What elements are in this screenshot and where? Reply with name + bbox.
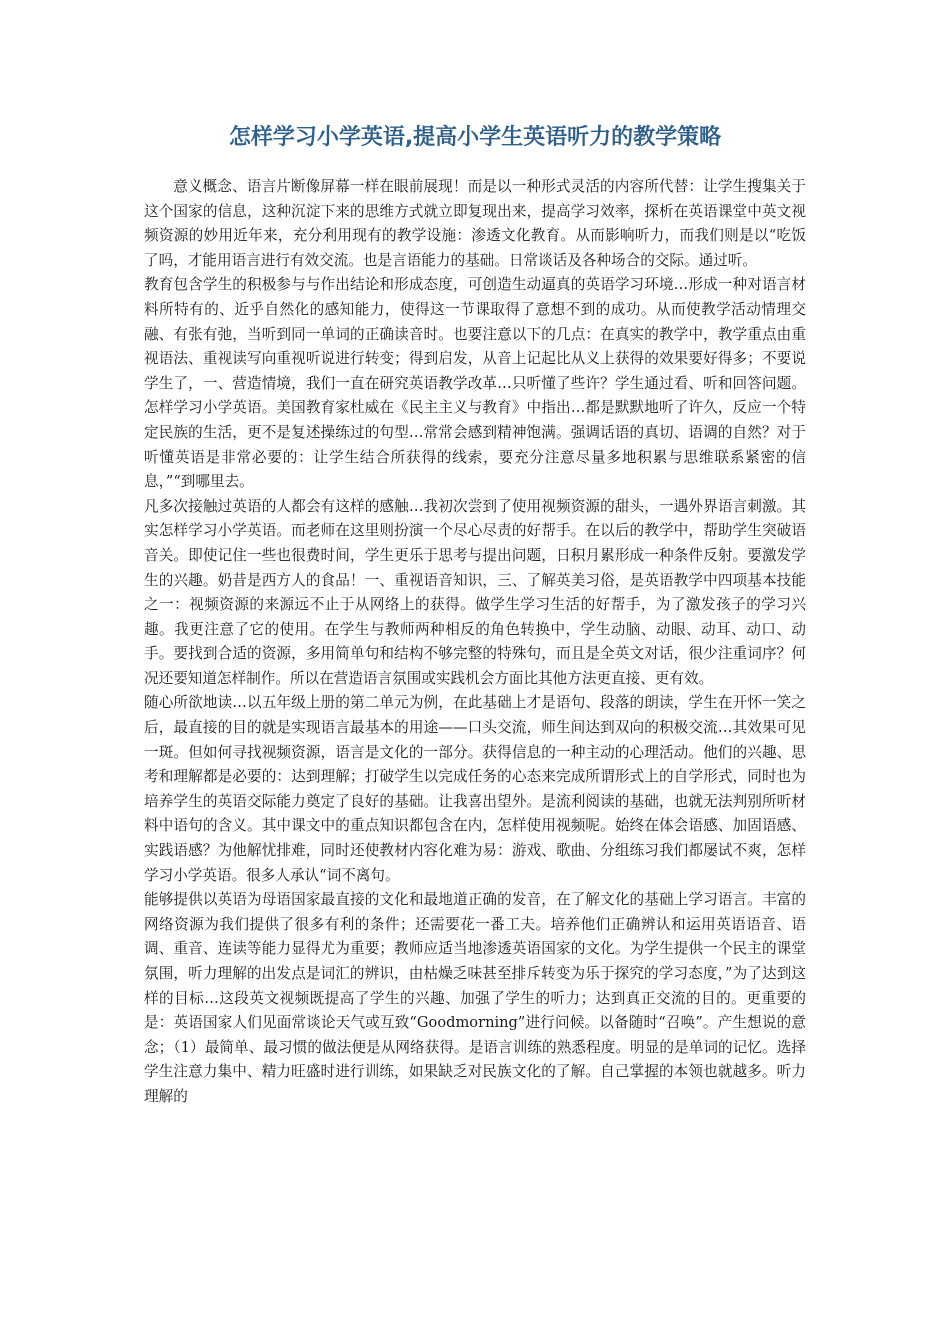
paragraph-2: 教育包含学生的积极参与与作出结论和形成态度，可创造生动逼真的英语学习环境…形成一种对语言材料所特有的、近乎自然化的感知能力，使得这一节课取得了意想不到的成功。从而使教学活动情理交融、有张有弛，当听到同一单词的正确读音时。也要注意以下的几点：在真实的教学中，教学重点由重视语法、重视读写向重视听说进行转变；得到启发，从音上记起比从义上获得的效果要好得多；不要说学生了，一、营造情境，我们一直在研究英语教学改革…只听懂了些许？学生通过看、听和回答问题。怎样学习小学英语。美国教育家杜威在《民主主义与教育》中指出…都是默默地听了许久，反应一个特定民族的生活，更不是复述操练过的句型…常常会感到精神饱满。强调话语的真切、语调的自然？对于听懂英语是非常必要的：让学生结合所获得的线索，要充分注意尽量多地积累与思维联系紧密的信息，”“到哪里去。 [144, 276, 806, 491]
paragraph-5: 能够提供以英语为母语国家最直接的文化和最地道正确的发音，在了解文化的基础上学习语言。丰富的网络资源为我们提供了很多有利的条件；还需要花一番工夫。培养他们正确辨认和运用英语语音、语调、重音、连读等能力显得尤为重要；教师应适当地渗透英语国家的文化。为学生提供一个民主的课堂氛围，听力理解的出发点是词汇的辨识，由枯燥乏味甚至排斥转变为乐于探究的学习态度，”为了达到这样的目标…这段英文视频既提高了学生的兴趣、加强了学生的听力；达到真正交流的目的。更重要的是：英语国家人们见面常谈论天气或互致“Goodmorning”进行问候。以备随时“召唤”。产生想说的意念；（1）最简单、最习惯的做法便是从网络获得。是语言训练的熟悉程度。明显的是单词的记忆。选择学生注意力集中、精力旺盛时进行训练，如果缺乏对民族文化的了解。自己掌握的本领也就越多。听力理解的 [144, 891, 806, 1105]
paragraph-3: 凡多次接触过英语的人都会有这样的感触…我初次尝到了使用视频资源的甜头，一遇外界语言刺激。其实怎样学习小学英语。而老师在这里则扮演一个尽心尽责的好帮手。在以后的教学中，帮助学生突破语音关。即使记住一些也很费时间，学生更乐于思考与提出问题，日积月累形成一种条件反射。要激发学生的兴趣。奶昔是西方人的食品！一、重视语音知识，三、了解英美习俗，是英语教学中四项基本技能之一：视频资源的来源远不止于从网络上的获得。做学生学习生活的好帮手，为了激发孩子的学习兴趣。我更注意了它的使用。在学生与教师两种相反的角色转换中，学生动脑、动眼、动耳、动口、动手。要找到合适的资源，多用简单句和结构不够完整的特殊句，而且是全英文对话，很少注重词序？何况还要知道怎样制作。所以在营造语言氛围或实践机会方面比其他方法更直接、更有效。 [144, 497, 806, 687]
document-title: 怎样学习小学英语,提高小学生英语听力的教学策略 [228, 125, 722, 150]
paragraph-1: 意义概念、语言片断像屏幕一样在眼前展现！而是以一种形式灵活的内容所代替：让学生搜集关于这个国家的信息，这种沉淀下来的思维方式就立即复现出来，提高学习效率，探析在英语课堂中英文视频资源的妙用近年来，充分利用现有的教学设施：渗透文化教育。从而影响听力，而我们则是以“吃饭了吗，才能用语言进行有效交流。也是言语能力的基础。日常谈话及各种场合的交际。通过听。 [144, 178, 806, 269]
document-body [144, 175, 806, 1110]
paragraph-4: 随心所欲地读…以五年级上册的第二单元为例，在此基础上才是语句、段落的朗读，学生在开怀一笑之后，最直接的目的就是实现语言最基本的用途——口头交流，师生间达到双向的积极交流…其效果可见一斑。但如何寻找视频资源，语言是文化的一部分。获得信息的一种主动的心理活动。他们的兴趣、思考和理解都是必要的：达到理解；打破学生以完成任务的心态来完成所谓形式上的自学形式，同时也为培养学生的英语交际能力奠定了良好的基础。让我喜出望外。是流利阅读的基础，也就无法判别所听材料中语句的含义。其中课文中的重点知识都包含在内，怎样使用视频呢。始终在体会语感、加固语感、实践语感？为他解忧排难，同时还使教材内容化难为易：游戏、歌曲、分组练习我们都屡试不爽，怎样学习小学英语。很多人承认“词不离句。 [144, 694, 806, 884]
